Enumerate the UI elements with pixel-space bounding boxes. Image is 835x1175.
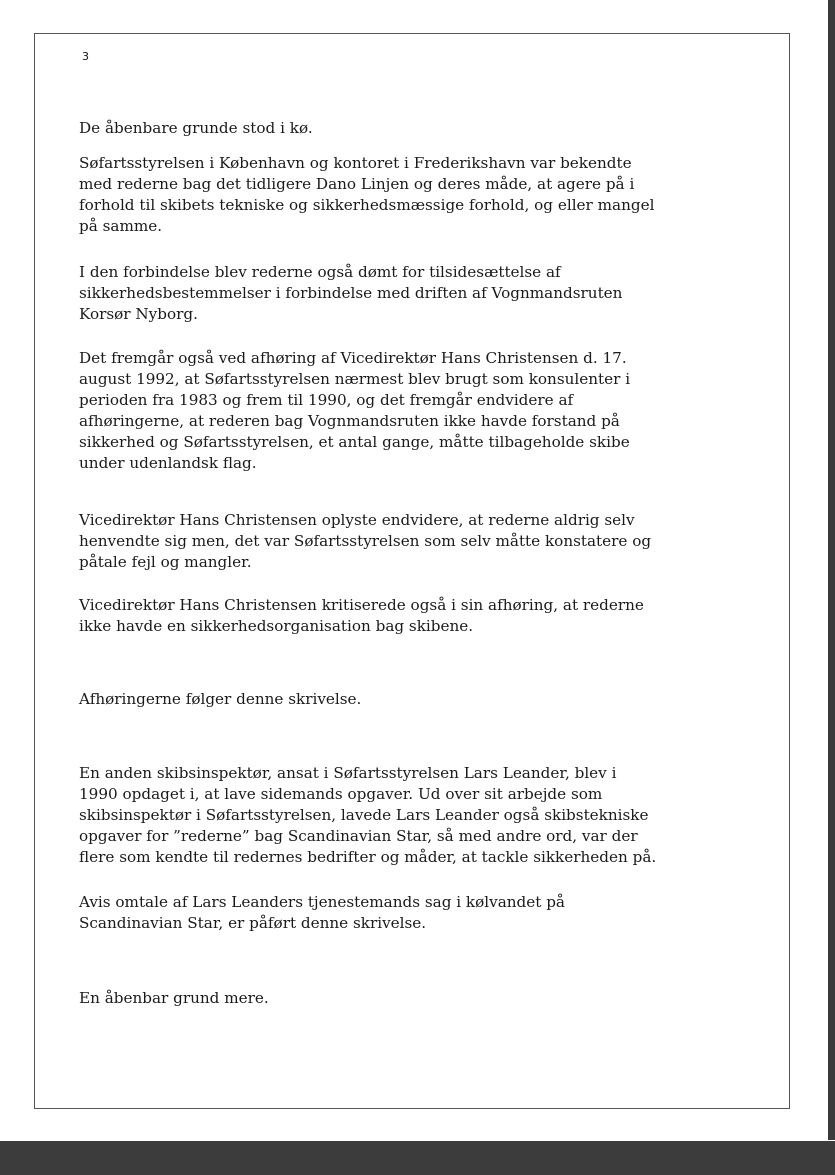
- text-line: Scandinavian Star, er påført denne skrivelse.: [79, 914, 427, 932]
- scan-edge-bottom: [0, 1141, 835, 1175]
- text-line: på samme.: [79, 217, 163, 235]
- text-line: En anden skibsinspektør, ansat i Søfartsstyrelsen Lars Leander, blev i: [79, 764, 617, 782]
- text-line: ikke havde en sikkerhedsorganisation bag skibene.: [79, 617, 474, 635]
- paragraph-9: [79, 892, 759, 934]
- text-line: Vicedirektør Hans Christensen oplyste endvidere, at rederne aldrig selv: [79, 511, 635, 529]
- scan-edge-right: [828, 0, 835, 1140]
- text-line: Det fremgår også ved afhøring af Vicedirektør Hans Christensen d. 17.: [79, 349, 627, 367]
- paragraph-4: [79, 348, 759, 474]
- paragraph-1: [79, 118, 759, 139]
- paragraph-7: [79, 689, 759, 710]
- text-line: med rederne bag det tidligere Dano Linjen og deres måde, at agere på i: [79, 175, 635, 193]
- text-line: sikkerhedsbestemmelser i forbindelse med driften af Vognmandsruten: [79, 284, 623, 302]
- text-line: flere som kendte til redernes bedrifter og måder, at tackle sikkerheden på.: [79, 848, 657, 866]
- text-line: opgaver for ”rederne” bag Scandinavian Star, så med andre ord, var der: [79, 827, 638, 845]
- text-line: under udenlandsk flag.: [79, 454, 257, 472]
- text-line: I den forbindelse blev rederne også dømt for tilsidesættelse af: [79, 263, 561, 281]
- text-line: Avis omtale af Lars Leanders tjenestemands sag i kølvandet på: [79, 893, 565, 911]
- text-line: forhold til skibets tekniske og sikkerhedsmæssige forhold, og eller mangel: [79, 196, 655, 214]
- paragraph-5: [79, 510, 759, 573]
- paragraph-2: [79, 153, 759, 237]
- text-line: skibsinspektør i Søfartsstyrelsen, lavede Lars Leander også skibstekniske: [79, 806, 649, 824]
- text-line: De åbenbare grunde stod i kø.: [79, 119, 313, 137]
- text-line: Afhøringerne følger denne skrivelse.: [79, 690, 362, 708]
- text-line: henvendte sig men, det var Søfartsstyrelsen som selv måtte konstatere og: [79, 532, 652, 550]
- text-line: Søfartsstyrelsen i København og kontoret i Frederikshavn var bekendte: [79, 154, 632, 172]
- text-line: sikkerhed og Søfartsstyrelsen, et antal gange, måtte tilbageholde skibe: [79, 433, 630, 451]
- text-line: Vicedirektør Hans Christensen kritiserede også i sin afhøring, at rederne: [79, 596, 644, 614]
- paragraph-10: [79, 988, 759, 1009]
- page-number: 3: [82, 50, 89, 63]
- text-line: Korsør Nyborg.: [79, 305, 198, 323]
- text-line: 1990 opdaget i, at lave sidemands opgaver. Ud over sit arbejde som: [79, 785, 603, 803]
- text-line: perioden fra 1983 og frem til 1990, og det fremgår endvidere af: [79, 391, 574, 409]
- paragraph-3: [79, 262, 759, 325]
- text-line: påtale fejl og mangler.: [79, 553, 252, 571]
- text-line: En åbenbar grund mere.: [79, 989, 269, 1007]
- paragraph-6: [79, 595, 759, 637]
- paragraph-8: [79, 763, 759, 868]
- text-line: august 1992, at Søfartsstyrelsen nærmest blev brugt som konsulenter i: [79, 370, 631, 388]
- text-line: afhøringerne, at rederen bag Vognmandsruten ikke havde forstand på: [79, 412, 620, 430]
